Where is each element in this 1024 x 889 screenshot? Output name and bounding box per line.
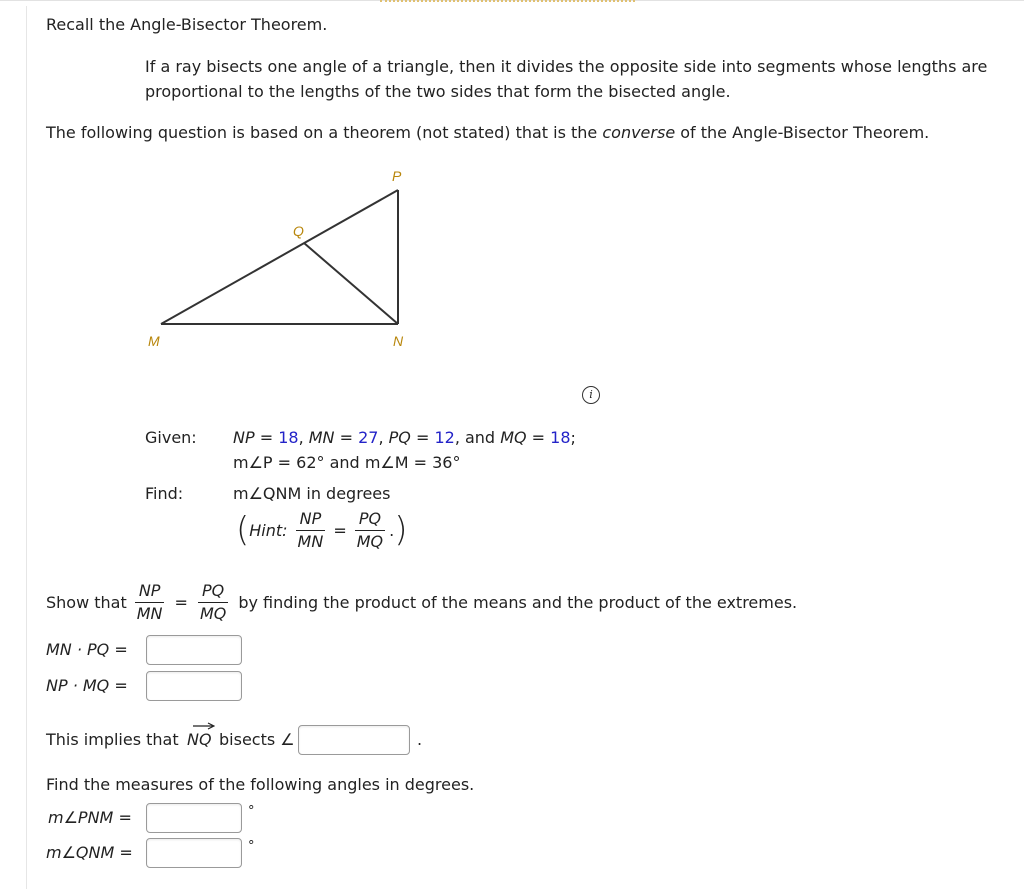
product-mn-pq-label: MN · PQ = bbox=[46, 640, 128, 659]
angle-pnm-input[interactable] bbox=[146, 803, 242, 833]
show-num-2: PQ bbox=[198, 580, 228, 603]
implies-before: This implies that bbox=[46, 730, 179, 749]
left-border bbox=[26, 6, 27, 889]
show-fraction-2 bbox=[196, 580, 230, 625]
mn-name: MN bbox=[308, 428, 335, 447]
hint-open-paren: ( bbox=[236, 510, 250, 550]
bisected-angle-input[interactable] bbox=[298, 725, 410, 755]
show-equals: = bbox=[174, 592, 188, 612]
ray-label: NQ bbox=[187, 730, 212, 749]
product-mn-pq-input[interactable] bbox=[146, 635, 242, 665]
hint-fraction-2 bbox=[353, 508, 387, 553]
np-value: 18 bbox=[278, 428, 299, 447]
pq-name: PQ bbox=[388, 428, 411, 447]
measures-intro: Find the measures of the following angles in degrees. bbox=[46, 775, 475, 794]
angle-qnm-label: m∠QNM = bbox=[46, 843, 133, 862]
converse-word: converse bbox=[602, 123, 676, 142]
given-label: Given: bbox=[145, 428, 197, 447]
hint bbox=[236, 508, 408, 552]
hint-close-paren: ) bbox=[394, 510, 408, 550]
converse-after: of the Angle-Bisector Theorem. bbox=[675, 123, 930, 142]
show-prefix: Show that bbox=[46, 592, 127, 612]
show-den-2: MQ bbox=[199, 603, 227, 623]
vertex-label-m: M bbox=[148, 333, 160, 349]
show-fraction-1 bbox=[133, 580, 167, 625]
angle-pnm-degree: ° bbox=[248, 804, 255, 819]
side-mp bbox=[161, 190, 398, 324]
theorem-line-1: If a ray bisects one angle of a triangle, then it divides the opposite side into segments whose lengths are bbox=[145, 57, 988, 76]
show-den-1: MN bbox=[136, 603, 163, 623]
vertex-label-q: Q bbox=[293, 223, 304, 239]
top-dotted-accent bbox=[380, 0, 635, 2]
hint-den-1: MN bbox=[297, 531, 324, 551]
show-suffix: by finding the product of the means and the product of the extremes. bbox=[238, 592, 798, 612]
hint-num-1: NP bbox=[296, 508, 326, 531]
angle-qnm-degree: ° bbox=[248, 839, 255, 854]
hint-fraction-1 bbox=[294, 508, 328, 553]
product-np-mq-input[interactable] bbox=[146, 671, 242, 701]
show-num-1: NP bbox=[135, 580, 165, 603]
triangle-figure bbox=[130, 160, 430, 360]
angle-pnm-label: m∠PNM = bbox=[48, 808, 132, 827]
pq-value: 12 bbox=[434, 428, 455, 447]
mn-value: 27 bbox=[358, 428, 379, 447]
product-np-mq-label: NP · MQ = bbox=[46, 676, 128, 695]
given-lengths: NP = 18, MN = 27, PQ = 12, and MQ = 18; bbox=[233, 428, 576, 447]
ray-arrow-icon bbox=[193, 722, 215, 730]
find-label: Find: bbox=[145, 484, 184, 503]
vertex-label-p: P bbox=[392, 168, 402, 184]
given-angles bbox=[233, 453, 460, 472]
vertex-label-n: N bbox=[393, 333, 404, 349]
info-icon[interactable]: i bbox=[582, 386, 600, 404]
segment-nq bbox=[304, 243, 398, 324]
angle-and-word: and bbox=[329, 453, 360, 472]
angle-qnm-input[interactable] bbox=[146, 838, 242, 868]
hint-num-2: PQ bbox=[355, 508, 385, 531]
hint-den-2: MQ bbox=[356, 531, 384, 551]
hint-period: . bbox=[389, 520, 395, 540]
mq-value: 18 bbox=[550, 428, 571, 447]
angle-p-text: m∠P = 62° bbox=[233, 453, 325, 472]
hint-label: Hint: bbox=[249, 520, 288, 540]
hint-equals: = bbox=[333, 520, 347, 540]
converse-before: The following question is based on a theorem (not stated) that is the bbox=[46, 123, 603, 142]
implies-period: . bbox=[417, 730, 423, 749]
recall-text: Recall the Angle-Bisector Theorem. bbox=[46, 15, 328, 34]
show-that-row bbox=[46, 578, 797, 626]
converse-statement bbox=[46, 123, 929, 142]
and-word: and bbox=[464, 428, 496, 447]
np-name: NP bbox=[233, 428, 255, 447]
angle-m-text: m∠M = 36° bbox=[364, 453, 461, 472]
top-border bbox=[0, 0, 1024, 7]
ray-nq bbox=[187, 730, 212, 749]
find-target: m∠QNM in degrees bbox=[233, 484, 391, 503]
mq-name: MQ bbox=[500, 428, 527, 447]
implies-after: bisects ∠ bbox=[219, 730, 295, 749]
theorem-line-2: proportional to the lengths of the two sides that form the bisected angle. bbox=[145, 82, 731, 101]
